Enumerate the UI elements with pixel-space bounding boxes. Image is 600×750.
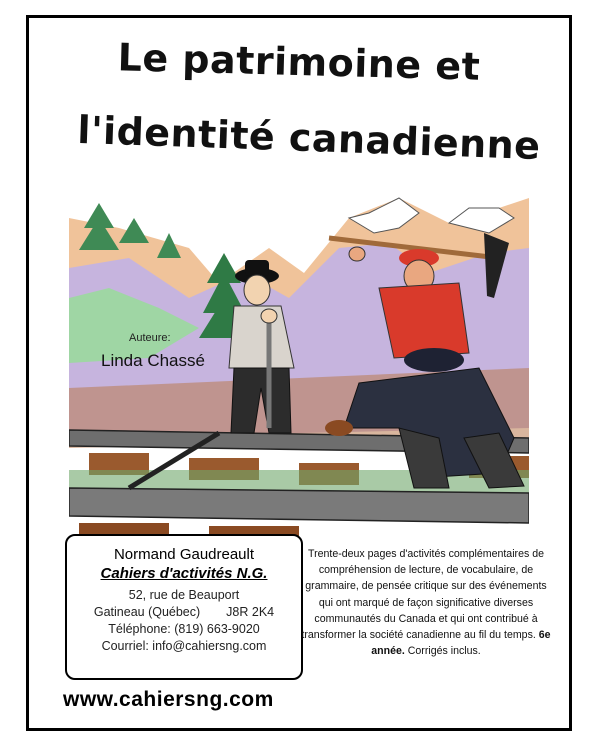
publisher-city: Gatineau (Québec)	[93, 605, 201, 619]
publisher-series: Cahiers d'activités N.G.	[100, 565, 268, 582]
publisher-email: Courriel: info@cahiersng.com	[101, 639, 267, 653]
description-text: Trente-deux pages d'activités complémentaires de compréhension de lecture, de vocabulaire, de grammaire, de pensée critique sur des événements qui ont marqué de façon significative diverses communautés du Canada et qui ont contribué à transformer la société canadienne au fil du temps.	[301, 548, 547, 642]
website-link[interactable]: www.cahiersng.com	[63, 688, 274, 711]
description-answers: Corrigés inclus.	[407, 645, 481, 658]
description-grade: 6e année.	[371, 629, 551, 658]
publisher-postal: J8R 2K4	[226, 605, 275, 619]
publisher-box	[65, 534, 303, 680]
publisher-city-line	[67, 605, 301, 619]
cover-frame	[26, 15, 572, 731]
author-name: Linda Chassé	[101, 351, 205, 370]
author-label: Auteure:	[129, 332, 171, 344]
description	[301, 546, 551, 659]
rail-bottom	[69, 488, 529, 523]
publisher-street: 52, rue de Beauport	[128, 588, 240, 602]
publisher-name: Normand Gaudreault	[113, 546, 255, 563]
title-line-1: Le patrimoine et	[117, 35, 481, 89]
publisher-phone: Téléphone: (819) 663-9020	[108, 622, 260, 636]
title-line-2: l'identité canadienne	[76, 107, 542, 169]
